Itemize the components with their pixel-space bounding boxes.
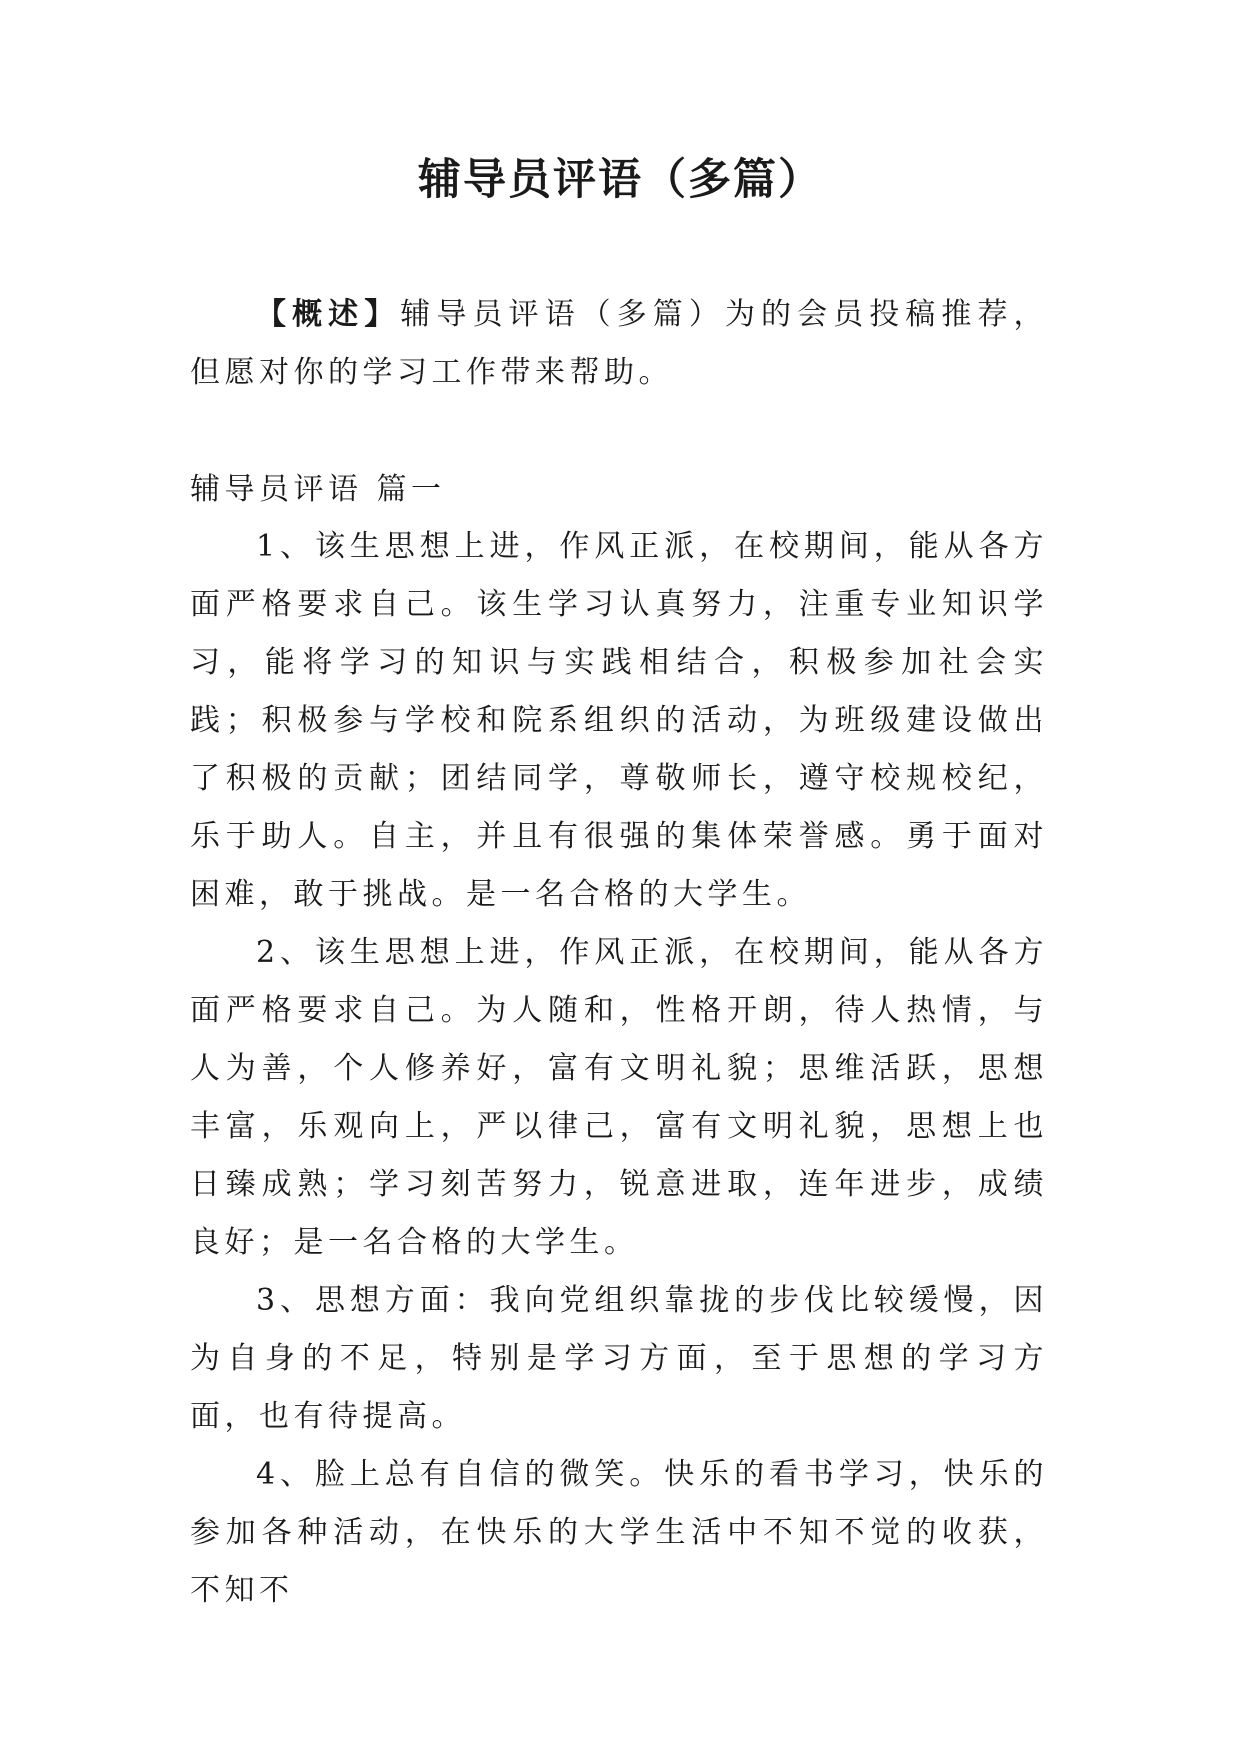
section-title: 辅导员评语 篇一 (190, 472, 446, 507)
summary-paragraph (190, 286, 1048, 402)
summary-text: 辅导员评语（多篇）为的会员投稿推荐，但愿对你的学习工作带来帮助。 (190, 297, 1049, 390)
paragraph-3: 3、思想方面：我向党组织靠拢的步伐比较缓慢，因为自身的不足，特别是学习方面，至于思想的学习方面，也有待提高。 (190, 1283, 1048, 1434)
paragraph-list (190, 518, 1048, 1620)
paragraph-2: 2、该生思想上进，作风正派，在校期间，能从各方面严格要求自己。为人随和，性格开朗，待人热情，与人为善，个人修养好，富有文明礼貌；思维活跃，思想丰富，乐观向上，严以律己，富有文明礼貌，思想上也日臻成熟；学习刻苦努力，锐意进取，连年进步，成绩良好；是一名合格的大学生。 (190, 935, 1048, 1260)
paragraph-4: 4、脸上总有自信的微笑。快乐的看书学习，快乐的参加各种活动，在快乐的大学生活中不知不觉的收获，不知不 (190, 1457, 1048, 1608)
paragraph-1: 1、该生思想上进，作风正派，在校期间，能从各方面严格要求自己。该生学习认真努力，注重专业知识学习，能将学习的知识与实践相结合，积极参加社会实践；积极参与学校和院系组织的活动，为班级建设做出了积极的贡献；团结同学，尊敬师长，遵守校规校纪，乐于助人。自主，并且有很强的集体荣誉感。勇于面对困难，敢于挑战。是一名合格的大学生。 (190, 529, 1048, 912)
document-title: 辅导员评语（多篇） (418, 155, 823, 205)
summary-label: 【概述】 (256, 297, 401, 332)
section-heading (190, 461, 1048, 519)
summary-block (190, 286, 1048, 402)
